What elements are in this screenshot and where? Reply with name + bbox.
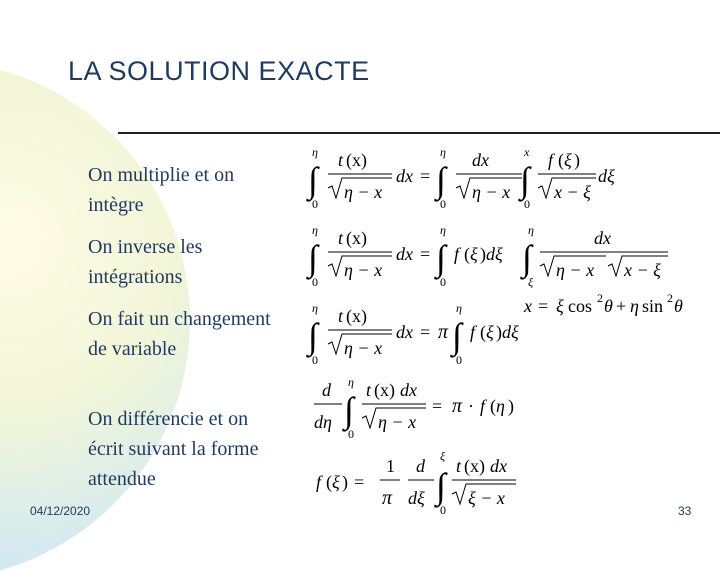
svg-text:=: = — [420, 322, 431, 342]
svg-text:f: f — [480, 396, 486, 416]
svg-text:(x): (x) — [346, 306, 367, 326]
step-swap-integrals: On inverse les intégrations — [88, 236, 203, 288]
svg-text:η − x: η − x — [472, 182, 511, 202]
svg-text:dx: dx — [490, 456, 507, 476]
svg-text:∫: ∫ — [452, 316, 462, 356]
svg-text:π: π — [438, 321, 449, 343]
svg-text:η: η — [456, 301, 462, 315]
svg-text:t: t — [338, 150, 344, 170]
svg-text:η − x: η − x — [378, 412, 417, 432]
svg-text:ξ − x: ξ − x — [468, 488, 505, 508]
step-multiply-integrate: On multiplie et on intègre — [88, 164, 235, 216]
svg-text:∫: ∫ — [308, 160, 318, 200]
svg-text:η: η — [630, 296, 639, 316]
svg-text:sin: sin — [642, 296, 664, 316]
svg-text:dξ: dξ — [408, 488, 425, 508]
svg-text:(x): (x) — [374, 380, 395, 400]
svg-text:ξ: ξ — [440, 449, 446, 463]
svg-text:∫: ∫ — [520, 160, 530, 200]
svg-text:): ) — [574, 150, 580, 170]
equation-1 — [306, 144, 626, 212]
svg-text:∫: ∫ — [436, 238, 446, 278]
svg-text:): ) — [496, 322, 502, 342]
svg-text:·: · — [468, 396, 474, 416]
svg-text:d: d — [322, 380, 331, 400]
svg-text:η: η — [312, 145, 318, 159]
svg-text:(x): (x) — [464, 456, 485, 476]
svg-text:d: d — [416, 456, 425, 476]
svg-text:θ: θ — [604, 296, 613, 316]
svg-text:ξ: ξ — [556, 296, 564, 316]
svg-text:): ) — [342, 472, 348, 492]
equation-3 — [306, 300, 546, 368]
svg-text:=: = — [538, 296, 549, 316]
svg-text:dξ: dξ — [502, 322, 519, 342]
svg-text:0: 0 — [348, 427, 354, 441]
equation-2 — [306, 222, 672, 290]
svg-text:ξ: ξ — [332, 472, 340, 492]
svg-text:t: t — [366, 380, 372, 400]
svg-text:∫: ∫ — [522, 238, 532, 278]
svg-text:0: 0 — [440, 197, 446, 211]
svg-text:ξ: ξ — [486, 322, 494, 342]
svg-text:x − ξ: x − ξ — [624, 260, 661, 280]
slide-title: LA SOLUTION EXACTE — [68, 56, 370, 86]
svg-text:0: 0 — [440, 503, 446, 517]
svg-text:2: 2 — [597, 291, 603, 305]
svg-text:dx: dx — [396, 322, 413, 342]
svg-text:η: η — [528, 223, 534, 237]
svg-text:t: t — [338, 306, 344, 326]
equation-4 — [312, 374, 532, 442]
svg-text:0: 0 — [312, 197, 318, 211]
svg-text:(x): (x) — [346, 150, 367, 170]
svg-text:0: 0 — [440, 275, 446, 289]
svg-text:η: η — [312, 301, 318, 315]
svg-text:∫: ∫ — [308, 238, 318, 278]
svg-text:ξ: ξ — [470, 244, 478, 264]
svg-text:0: 0 — [312, 275, 318, 289]
svg-text:η − x: η − x — [344, 182, 383, 202]
svg-text:x: x — [524, 296, 532, 316]
svg-text:dx: dx — [396, 166, 413, 186]
svg-text:η: η — [440, 223, 446, 237]
svg-text:η − x: η − x — [556, 260, 595, 280]
svg-text:=: = — [420, 244, 431, 264]
svg-text:(: ( — [464, 244, 470, 264]
svg-text:=: = — [420, 166, 431, 186]
svg-text:η: η — [312, 223, 318, 237]
svg-text:∫: ∫ — [436, 466, 446, 506]
svg-text:0: 0 — [524, 197, 530, 211]
svg-text:dx: dx — [594, 228, 611, 248]
svg-text:ξ: ξ — [564, 150, 572, 170]
svg-text:η: η — [496, 396, 505, 416]
svg-text:∫: ∫ — [344, 390, 354, 430]
svg-text:η: η — [348, 375, 354, 389]
svg-text:): ) — [508, 396, 514, 416]
svg-text:∫: ∫ — [308, 316, 318, 356]
svg-text:0: 0 — [456, 353, 462, 367]
svg-text:dx: dx — [396, 244, 413, 264]
step-differentiate: On différencie et on écrit suivant la forme attendue — [88, 408, 259, 490]
svg-text:ξ: ξ — [528, 275, 534, 289]
equation-5 — [314, 448, 524, 516]
page-number: 33 — [678, 504, 692, 518]
svg-text:(: ( — [480, 322, 486, 342]
svg-text:cos: cos — [568, 296, 592, 316]
svg-text:t: t — [338, 228, 344, 248]
svg-text:f: f — [470, 322, 476, 342]
equation-substitution — [522, 290, 714, 318]
svg-text:η − x: η − x — [344, 338, 383, 358]
svg-text:θ: θ — [674, 296, 683, 316]
svg-text:f: f — [316, 472, 322, 492]
svg-text:(: ( — [490, 396, 496, 416]
svg-text:f: f — [548, 150, 554, 170]
svg-text:x: x — [524, 145, 530, 159]
svg-text:+: + — [616, 296, 627, 316]
svg-text:dξ: dξ — [598, 166, 615, 186]
svg-text:t: t — [456, 456, 462, 476]
footer-date: 04/12/2020 — [30, 504, 91, 518]
step-change-variable: On fait un changement de variable — [88, 308, 271, 360]
svg-text:π: π — [452, 395, 463, 417]
svg-text:(: ( — [558, 150, 564, 170]
svg-text:f: f — [454, 244, 460, 264]
title-divider — [118, 132, 720, 134]
svg-text:(: ( — [326, 472, 332, 492]
svg-text:x − ξ: x − ξ — [554, 182, 591, 202]
svg-text:2: 2 — [667, 291, 673, 305]
svg-text:=: = — [354, 472, 365, 492]
svg-text:(x): (x) — [346, 228, 367, 248]
svg-text:dx: dx — [400, 380, 417, 400]
svg-text:π: π — [382, 487, 393, 509]
svg-text:=: = — [432, 396, 443, 416]
svg-text:1: 1 — [386, 456, 395, 476]
svg-text:η − x: η − x — [344, 260, 383, 280]
svg-text:dξ: dξ — [486, 244, 503, 264]
svg-text:∫: ∫ — [436, 160, 446, 200]
svg-text:η: η — [440, 145, 446, 159]
svg-text:0: 0 — [312, 353, 318, 367]
svg-text:dx: dx — [472, 150, 489, 170]
svg-text:): ) — [480, 244, 486, 264]
svg-text:dη: dη — [314, 412, 332, 432]
